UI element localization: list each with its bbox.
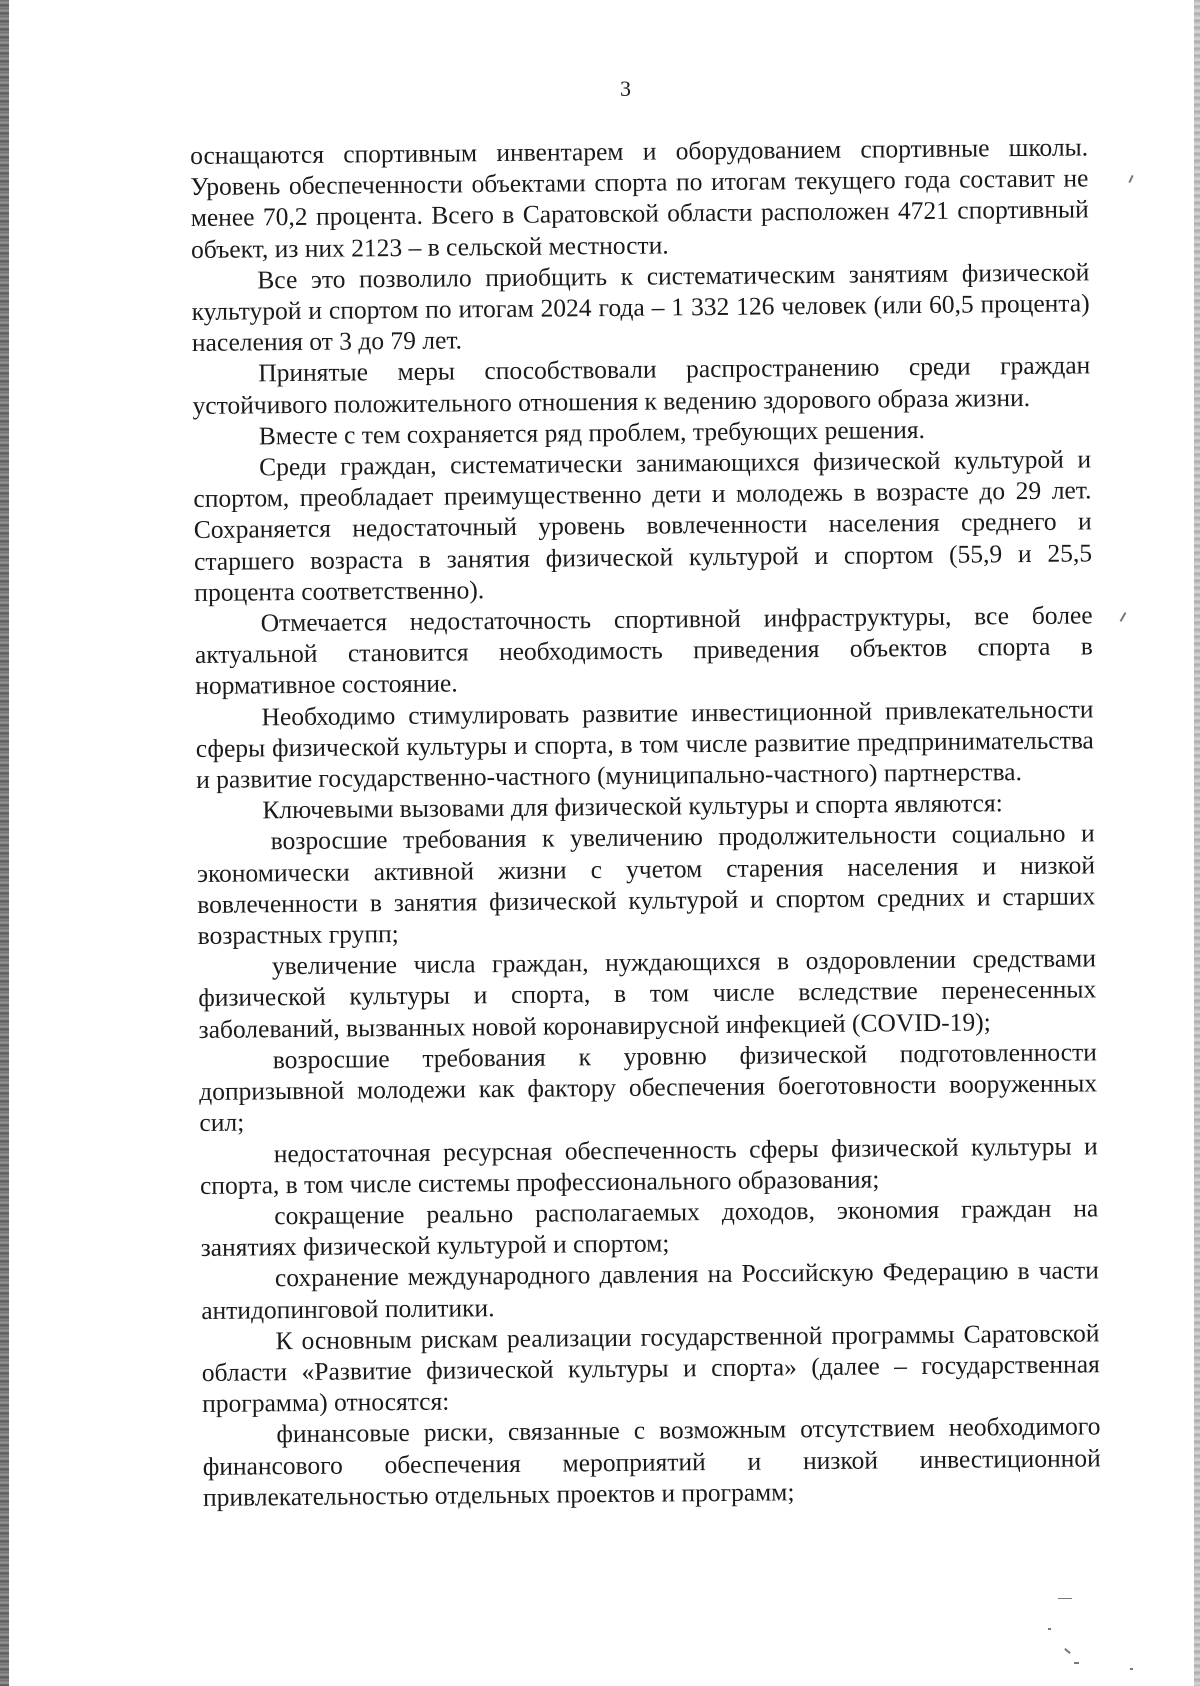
scan-speck bbox=[1058, 1598, 1072, 1599]
paragraph: Принятые меры способствовали распространению среди граждан устойчивого положительного отношения к ведению здорового образа жизни. bbox=[192, 350, 1091, 420]
list-item: сокращение реально располагаемых доходов, экономия граждан на занятиях физической культурой и спортом; bbox=[200, 1193, 1099, 1263]
scan-edge-left bbox=[0, 0, 9, 1686]
paragraph: Ключевыми вызовами для физической культуры и спорта являются: bbox=[262, 788, 1003, 825]
list-item: финансовые риски, связанные с возможным отсутствием необходимого финансового обеспечения мероприятий и низкой инвестиционной привлекательностью отдельных проектов и программ; bbox=[202, 1411, 1101, 1512]
list-item: возросшие требования к увеличению продолжительности социально и экономически активной жизни с учетом старения населения и низкой вовлеченности в занятия физической культурой и спортом средних и старших возрастных групп; bbox=[196, 818, 1096, 951]
paragraph: оснащаются спортивным инвентарем и оборудованием спортивные школы. Уровень обеспеченности объектами спорта по итогам текущего года составит не менее 70,2 процента. Всего в Саратовской области расположен 4721 спортивный объект, из них 2123 – в сельской местности. bbox=[190, 132, 1089, 264]
scan-speck bbox=[1130, 1668, 1133, 1670]
paragraph: Необходимо стимулировать развитие инвестиционной привлекательности сферы физической культуры и спорта, в том числе развитие предпринимательства и развитие государственно-частного (муниципально-частного) партнерства. bbox=[195, 694, 1094, 795]
page-number: 3 bbox=[620, 76, 631, 101]
scan-speck bbox=[1120, 612, 1127, 622]
paragraph: Вместе с тем сохраняется ряд проблем, требующих решения. bbox=[258, 414, 926, 451]
scan-edge-right bbox=[1194, 0, 1200, 1686]
list-item: сохранение международного давления на Российскую Федерацию в части антидопинговой политики. bbox=[201, 1255, 1100, 1325]
paragraph: К основным рискам реализации государственной программы Саратовской области «Развитие физической культуры и спорта» (далее – государственная программа) относятся: bbox=[201, 1318, 1100, 1419]
scan-speck bbox=[1048, 1628, 1051, 1630]
scan-speck bbox=[1064, 1648, 1071, 1654]
paragraph: Среди граждан, систематически занимающихся физической культурой и спортом, преобладает преимущественно дети и молодежь в возрасте до 29 лет. Сохраняется недостаточный уровень вовлеченности населения среднего и старшего возраста в занятия физической культурой и спортом (55,9 и 25,5 процента соответственно). bbox=[193, 444, 1093, 607]
scan-speck bbox=[1074, 1662, 1079, 1664]
list-item: увеличение числа граждан, нуждающихся в оздоровлении средствами физической культуры и спорта, в том числе вследствие перенесенных заболеваний, вызванных новой коронавирусной инфекцией (COVID-19); bbox=[198, 943, 1097, 1044]
list-item: возросшие требования к уровню физической подготовленности допризывной молодежи как фактору обеспечения боеготовности вооруженных сил; bbox=[198, 1037, 1098, 1138]
document-body bbox=[190, 131, 1101, 1512]
paragraph: Все это позволило приобщить к систематическим занятиям физической культурой и спортом по итогам 2024 года – 1 332 126 человек (или 60,5 процента) населения от 3 до 79 лет. bbox=[191, 257, 1090, 358]
scan-speck bbox=[1128, 175, 1133, 183]
list-item: недостаточная ресурсная обеспеченность сферы физической культуры и спорта, в том числе системы профессионального образования; bbox=[199, 1130, 1098, 1200]
paragraph: Отмечается недостаточность спортивной инфраструктуры, все более актуальной становится необходимость приведения объектов спорта в нормативное состояние. bbox=[194, 600, 1094, 701]
